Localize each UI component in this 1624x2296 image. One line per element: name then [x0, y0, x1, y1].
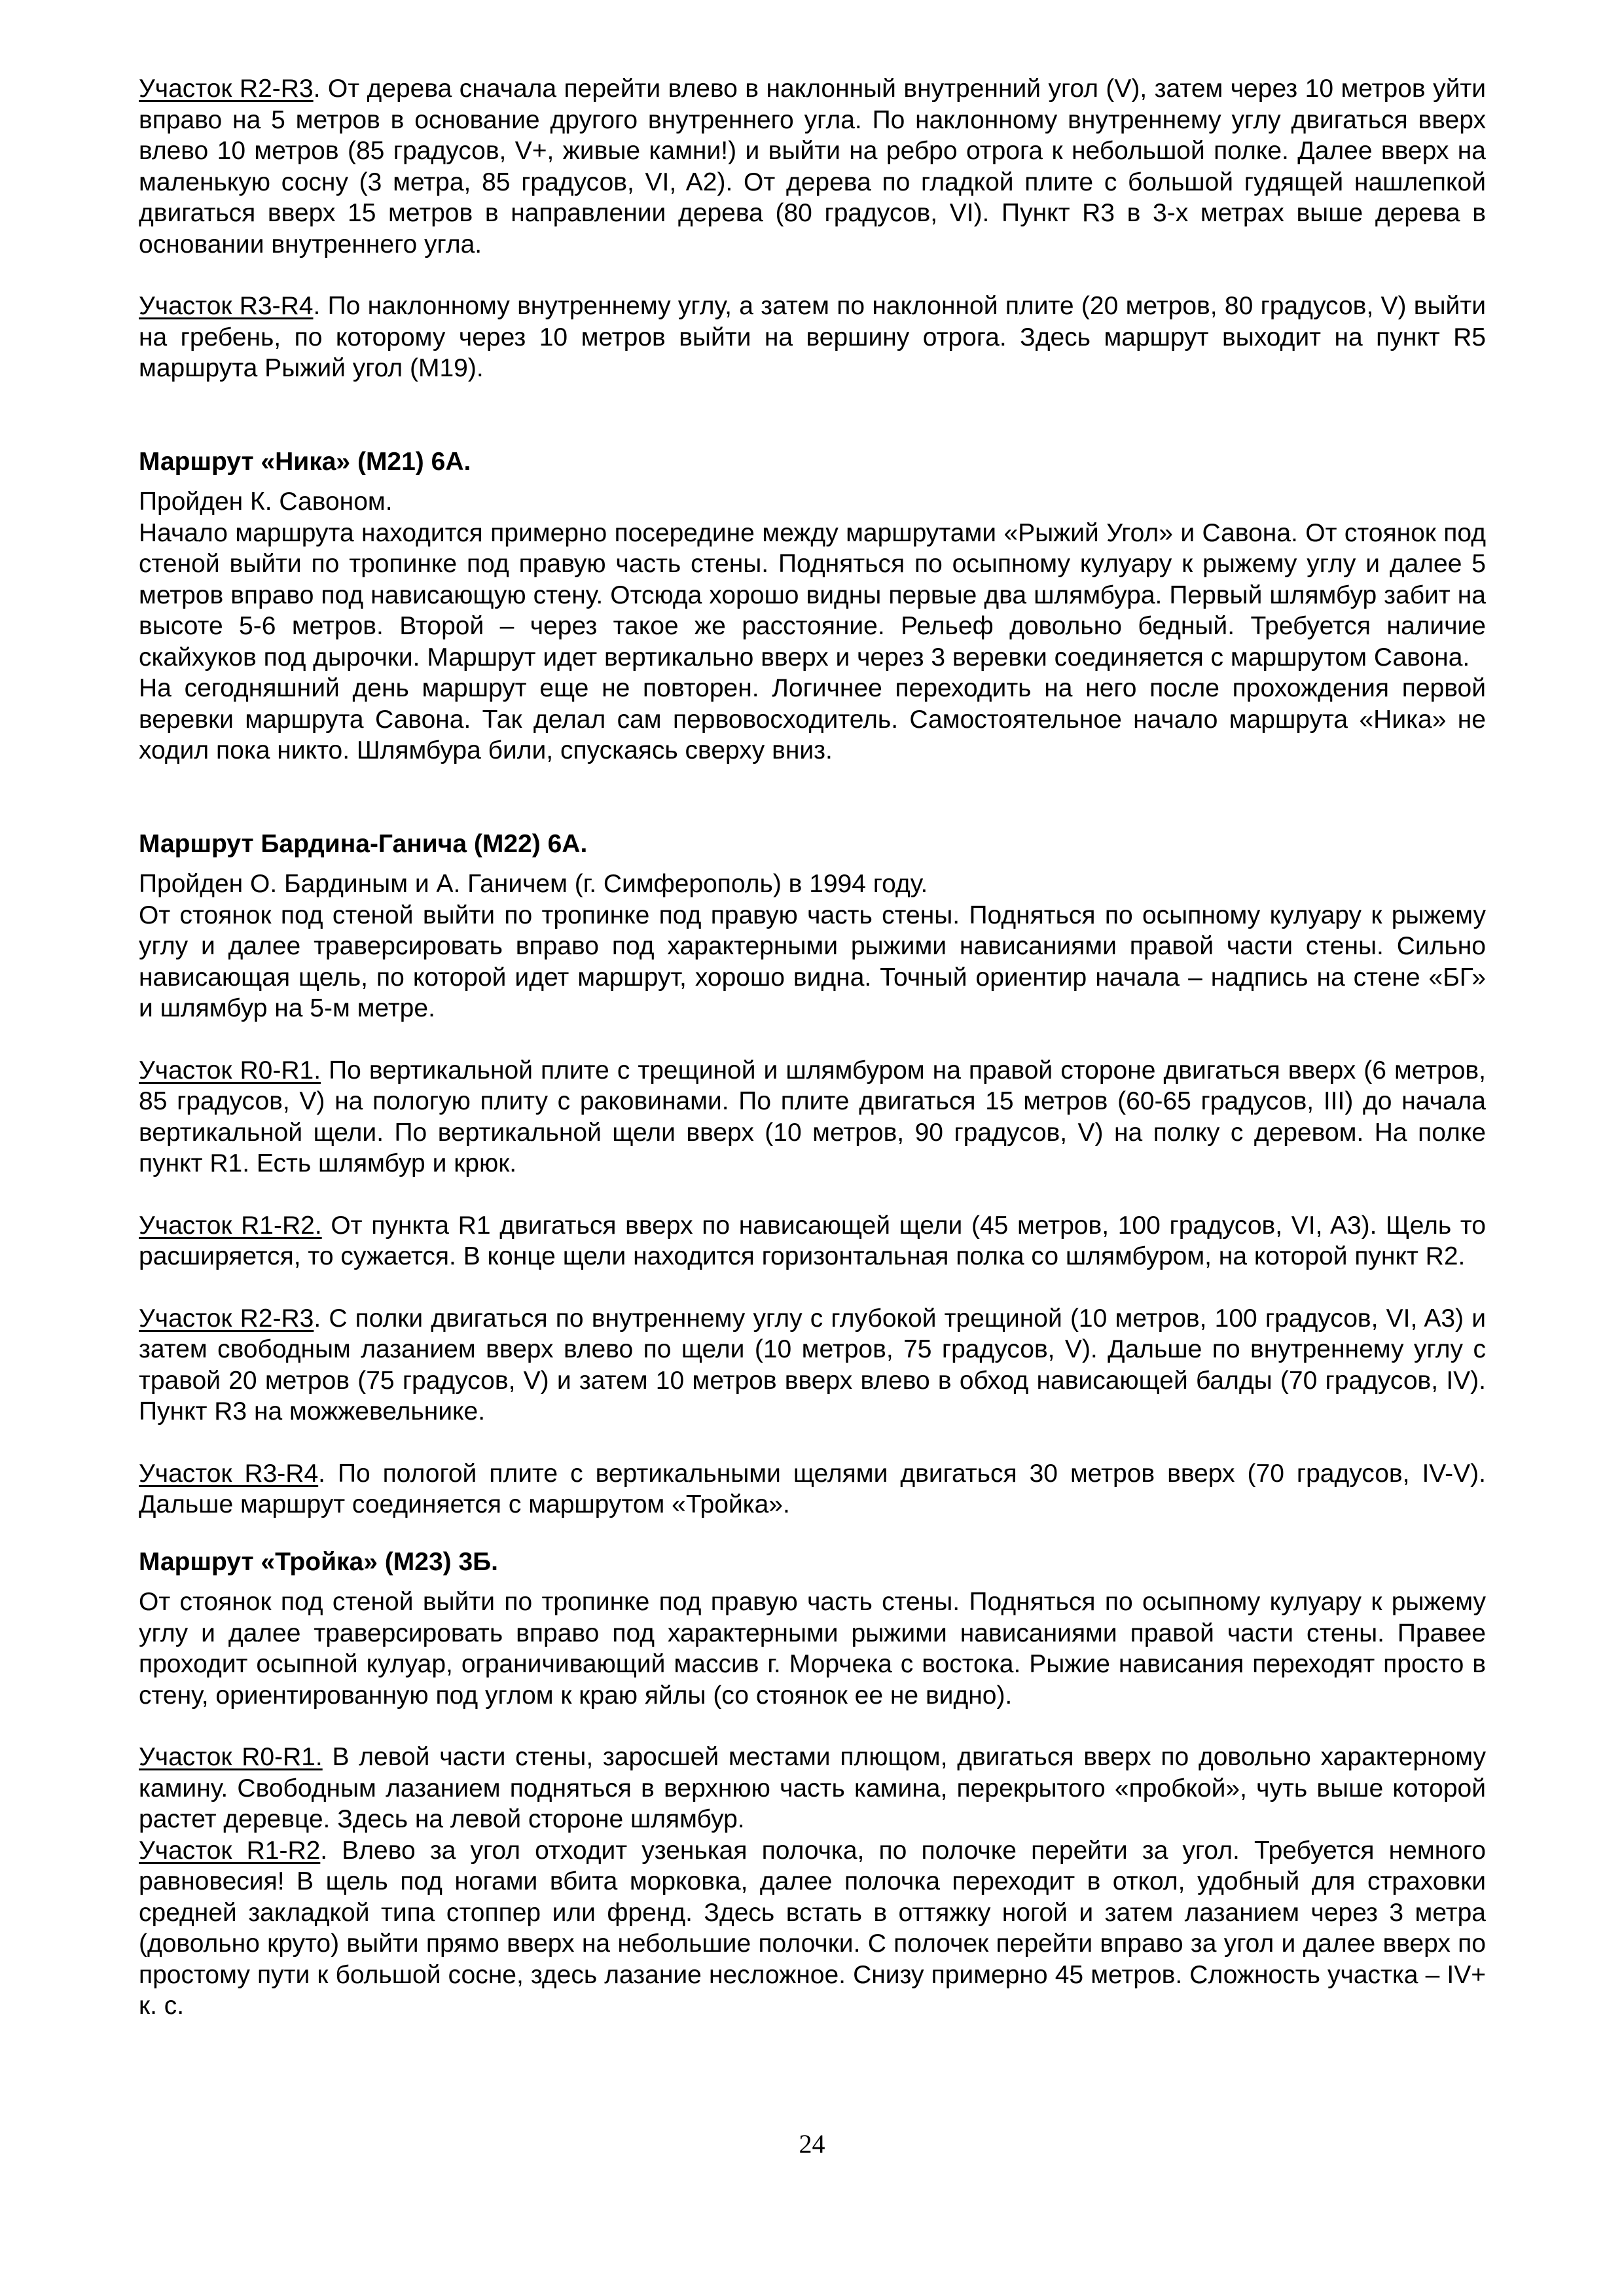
section-label: Участок R0-R1.	[139, 1056, 321, 1085]
route-m22-section-r2-r3	[139, 1303, 1486, 1427]
section-r2-r3	[139, 73, 1486, 260]
route-m22-author: Пройден О. Бардиным и А. Ганичем (г. Симферополь) в 1994 году.	[139, 870, 928, 898]
route-m23-section-r1-r2	[139, 1835, 1486, 2022]
section-label: Участок R2-R3	[139, 1304, 314, 1333]
section-text: . По пологой плите с вертикальными щелями двигаться 30 метров вверх (70 градусов, IV-V). Дальше маршрут соединяется с маршрутом «Тройка».	[139, 1459, 1486, 1518]
route-m23-title: Маршрут «Тройка» (М23) 3Б.	[139, 1547, 499, 1576]
section-text: . По наклонному внутреннему углу, а затем по наклонной плите (20 метров, 80 градусов, V) выйти на гребень, по которому через 10 метров выйти на вершину отрога. Здесь маршрут выходит на пункт R5 маршрута Рыжий угол (М19).	[139, 292, 1486, 382]
route-m21-description: Начало маршрута находится примерно посередине между маршрутами «Рыжий Угол» и Савона. От стоянок под стеной выйти по тропинке под правую часть стены. Подняться по осыпному кулуару к рыжему углу и далее 5 метров вправо под нависающую стену. Отсюда хорошо видны первые два шлямбура. Первый шлямбур забит на высоте 5-6 метров. Второй – через такое же расстояние. Рельеф довольно бедный. Требуется наличие скайхуков под дырочки. Маршрут идет вертикально вверх и через 3 веревки соединяется с маршрутом Савона.	[139, 518, 1486, 672]
document-page	[139, 73, 1486, 2022]
section-text: От пункта R1 двигаться вверх по нависающей щели (45 метров, 100 градусов, VI, A3). Щель то расширяется, то сужается. В конце щели находится горизонтальная полка со шлямбуром, на которой пункт R2.	[139, 1211, 1486, 1270]
route-m22-section-r0-r1	[139, 1055, 1486, 1179]
section-r3-r4	[139, 291, 1486, 384]
section-text: . С полки двигаться по внутреннему углу с глубокой трещиной (10 метров, 100 градусов, VI, A3) и затем свободным лазанием вверх влево по щели (10 метров, 75 градусов, V). Дальше по внутреннему углу с травой 20 метров (75 градусов, V) и затем 10 метров вверх влево в обход нависающей балды (70 градусов, IV). Пункт R3 на можжевельнике.	[139, 1304, 1486, 1426]
route-m22-description: От стоянок под стеной выйти по тропинке под правую часть стены. Подняться по осыпному кулуару к рыжему углу и далее траверсировать вправо под характерными рыжими нависаниями правой части стены. Сильно нависающая щель, по которой идет маршрут, хорошо видна. Точный ориентир начала – надпись на стене «БГ» и шлямбур на 5-м метре.	[139, 901, 1486, 1022]
section-text: По вертикальной плите с трещиной и шлямбуром на правой стороне двигаться вверх (6 метров, 85 градусов, V) на пологую плиту с раковинами. По плите двигаться 15 метров (60-65 градусов, III) до начала вертикальной щели. По вертикальной щели вверх (10 метров, 90 градусов, V) на полку с деревом. На полке пункт R1. Есть шлямбур и крюк.	[139, 1056, 1486, 1177]
section-label: Участок R3-R4	[139, 1459, 319, 1488]
section-label: Участок R3-R4	[139, 292, 314, 320]
section-text: . От дерева сначала перейти влево в наклонный внутренний угол (V), затем через 10 метров уйти вправо на 5 метров в основание другого внутреннего угла. По наклонному внутреннему углу двигаться вверх влево 10 метров (85 градусов, V+, живые камни!) и выйти на ребро отрога к небольшой полке. Далее вверх на маленькую сосну (3 метра, 85 градусов, VI, A2). От дерева по гладкой плите с большой гудящей нашлепкой двигаться вверх 15 метров в направлении дерева (80 градусов, VI). Пункт R3 в 3-х метрах выше дерева в основании внутреннего угла.	[139, 75, 1486, 259]
page-number: 24	[799, 2129, 825, 2159]
route-m22-section-r3-r4	[139, 1458, 1486, 1520]
section-text: . Влево за угол отходит узенькая полочка, по полочке перейти за угол. Требуется немного равновесия! В щель под ногами вбита морковка, далее полочка переходит в откол, удобный для страховки средней закладкой типа стоппер или френд. Здесь встать в оттяжку ногой и затем лазанием через 3 метра (довольно круто) выйти прямо вверх на небольшие полочки. С полочек перейти вправо за угол и далее вверх по простому пути к большой сосне, здесь лазание несложное. Снизу примерно 45 метров. Сложность участка – IV+ к. с.	[139, 1836, 1486, 2020]
route-m22-title: Маршрут Бардина-Ганича (М22) 6А.	[139, 829, 588, 858]
route-m21-title: Маршрут «Ника» (М21) 6А.	[139, 447, 471, 476]
section-label: Участок R0-R1.	[139, 1743, 323, 1771]
section-label: Участок R1-R2	[139, 1836, 321, 1865]
section-label: Участок R2-R3	[139, 75, 314, 103]
route-m21-author: Пройден К. Савоном.	[139, 488, 393, 516]
section-label: Участок R1-R2.	[139, 1211, 322, 1240]
section-text: В левой части стены, заросшей местами плющом, двигаться вверх по довольно характерному камину. Свободным лазанием подняться в верхнюю часть камина, перекрытого «пробкой», чуть выше которой растет деревце. Здесь на левой стороне шлямбур.	[139, 1743, 1486, 1833]
route-m23-description: От стоянок под стеной выйти по тропинке под правую часть стены. Подняться по осыпному кулуару к рыжему углу и далее траверсировать вправо под характерными рыжими нависаниями правой части стены. Правее проходит осыпной кулуар, ограничивающий массив г. Морчека с востока. Рыжие нависания переходят просто в стену, ориентированную под углом к краю яйлы (со стоянок ее не видно).	[139, 1588, 1486, 1710]
route-m21-note: На сегодняшний день маршрут еще не повторен. Логичнее переходить на него после прохождения первой веревки маршрута Савона. Так делал сам первовосходитель. Самостоятельное начало маршрута «Ника» не ходил пока никто. Шлямбура били, спускаясь сверху вниз.	[139, 674, 1486, 764]
route-m22-section-r1-r2	[139, 1210, 1486, 1272]
route-m23-section-r0-r1	[139, 1742, 1486, 1835]
